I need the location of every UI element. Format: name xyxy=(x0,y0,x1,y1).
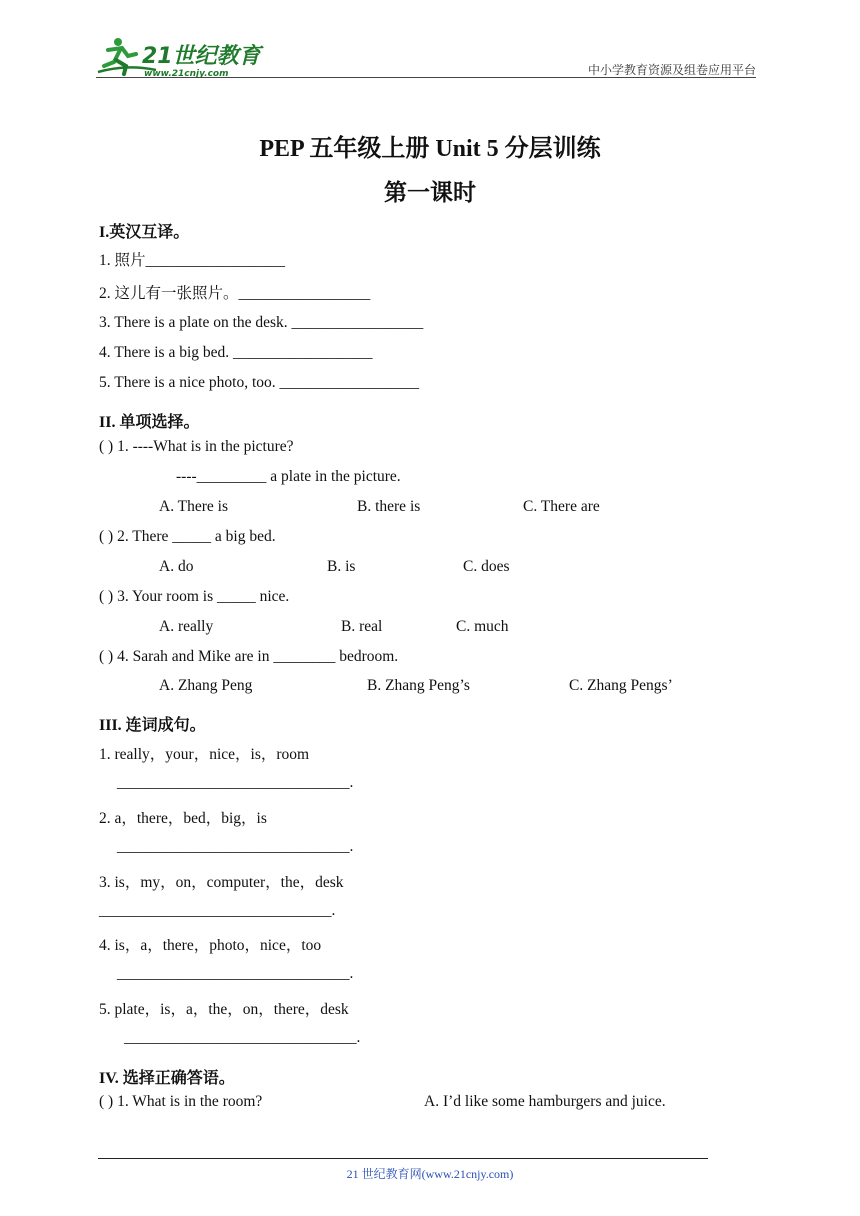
list-item: 5. There is a nice photo, too. __________________ xyxy=(99,374,420,391)
logo xyxy=(96,36,264,80)
list-item: 2. 这儿有一张照片。_________________ xyxy=(99,285,371,302)
option: C. Zhang Pengs’ xyxy=(569,677,673,694)
option: A. really xyxy=(159,618,214,635)
question-stem: ( ) 3. Your room is _____ nice. xyxy=(99,588,290,605)
question-stem: ( ) 1. ----What is in the picture? xyxy=(99,438,294,455)
question-stem: ( ) 4. Sarah and Mike are in ________ bedroom. xyxy=(99,648,399,665)
word-list: 5. plate，is，a，the，on，there，desk xyxy=(99,1001,349,1018)
option: B. there is xyxy=(357,498,421,515)
page-subtitle: 第一课时 xyxy=(384,180,476,205)
option: C. much xyxy=(456,618,509,635)
answer-blank: ______________________________. xyxy=(117,965,354,982)
list-item: 4. There is a big bed. __________________ xyxy=(99,344,373,361)
option: A. I’d like some hamburgers and juice. xyxy=(424,1093,666,1110)
option: B. real xyxy=(341,618,383,635)
answer-blank: ______________________________. xyxy=(124,1029,361,1046)
option: A. Zhang Peng xyxy=(159,677,253,694)
logo-url: www.21cnjy.com xyxy=(144,69,229,79)
logo-text: 21世纪教育 xyxy=(142,44,261,69)
word-list: 1. really，your，nice，is，room xyxy=(99,746,310,763)
page-title: PEP 五年级上册 Unit 5 分层训练 xyxy=(259,136,601,162)
option: B. is xyxy=(327,558,356,575)
answer-blank: ______________________________. xyxy=(99,902,336,919)
section-heading: I.英汉互译。 xyxy=(99,224,190,241)
question-stem: ( ) 2. There _____ a big bed. xyxy=(99,528,276,545)
answer-blank: ______________________________. xyxy=(117,774,354,791)
option: B. Zhang Peng’s xyxy=(367,677,470,694)
answer-blank: ______________________________. xyxy=(117,838,354,855)
section-heading: IV. 选择正确答语。 xyxy=(99,1070,235,1087)
section-heading: III. 连词成句。 xyxy=(99,717,206,734)
site-name: 中小学教育资源及组卷应用平台 xyxy=(587,63,756,77)
option: A. do xyxy=(159,558,194,575)
option: A. There is xyxy=(159,498,229,515)
question-stem: ( ) 1. What is in the room? xyxy=(99,1093,263,1110)
footer-divider xyxy=(98,1158,708,1159)
word-list: 2. a，there，bed，big，is xyxy=(99,810,267,827)
question-stem: ----_________ a plate in the picture. xyxy=(176,468,401,485)
header-divider xyxy=(96,77,756,78)
word-list: 4. is，a，there，photo，nice，too xyxy=(99,937,322,954)
word-list: 3. is，my，on，computer，the，desk xyxy=(99,874,344,891)
list-item: 3. There is a plate on the desk. _________________ xyxy=(99,314,424,331)
option: C. does xyxy=(463,558,510,575)
option: C. There are xyxy=(523,498,600,515)
footer-text: 21 世纪教育网(www.21cnjy.com) xyxy=(346,1167,514,1181)
list-item: 1. 照片__________________ xyxy=(99,252,286,269)
section-heading: II. 单项选择。 xyxy=(99,414,200,431)
